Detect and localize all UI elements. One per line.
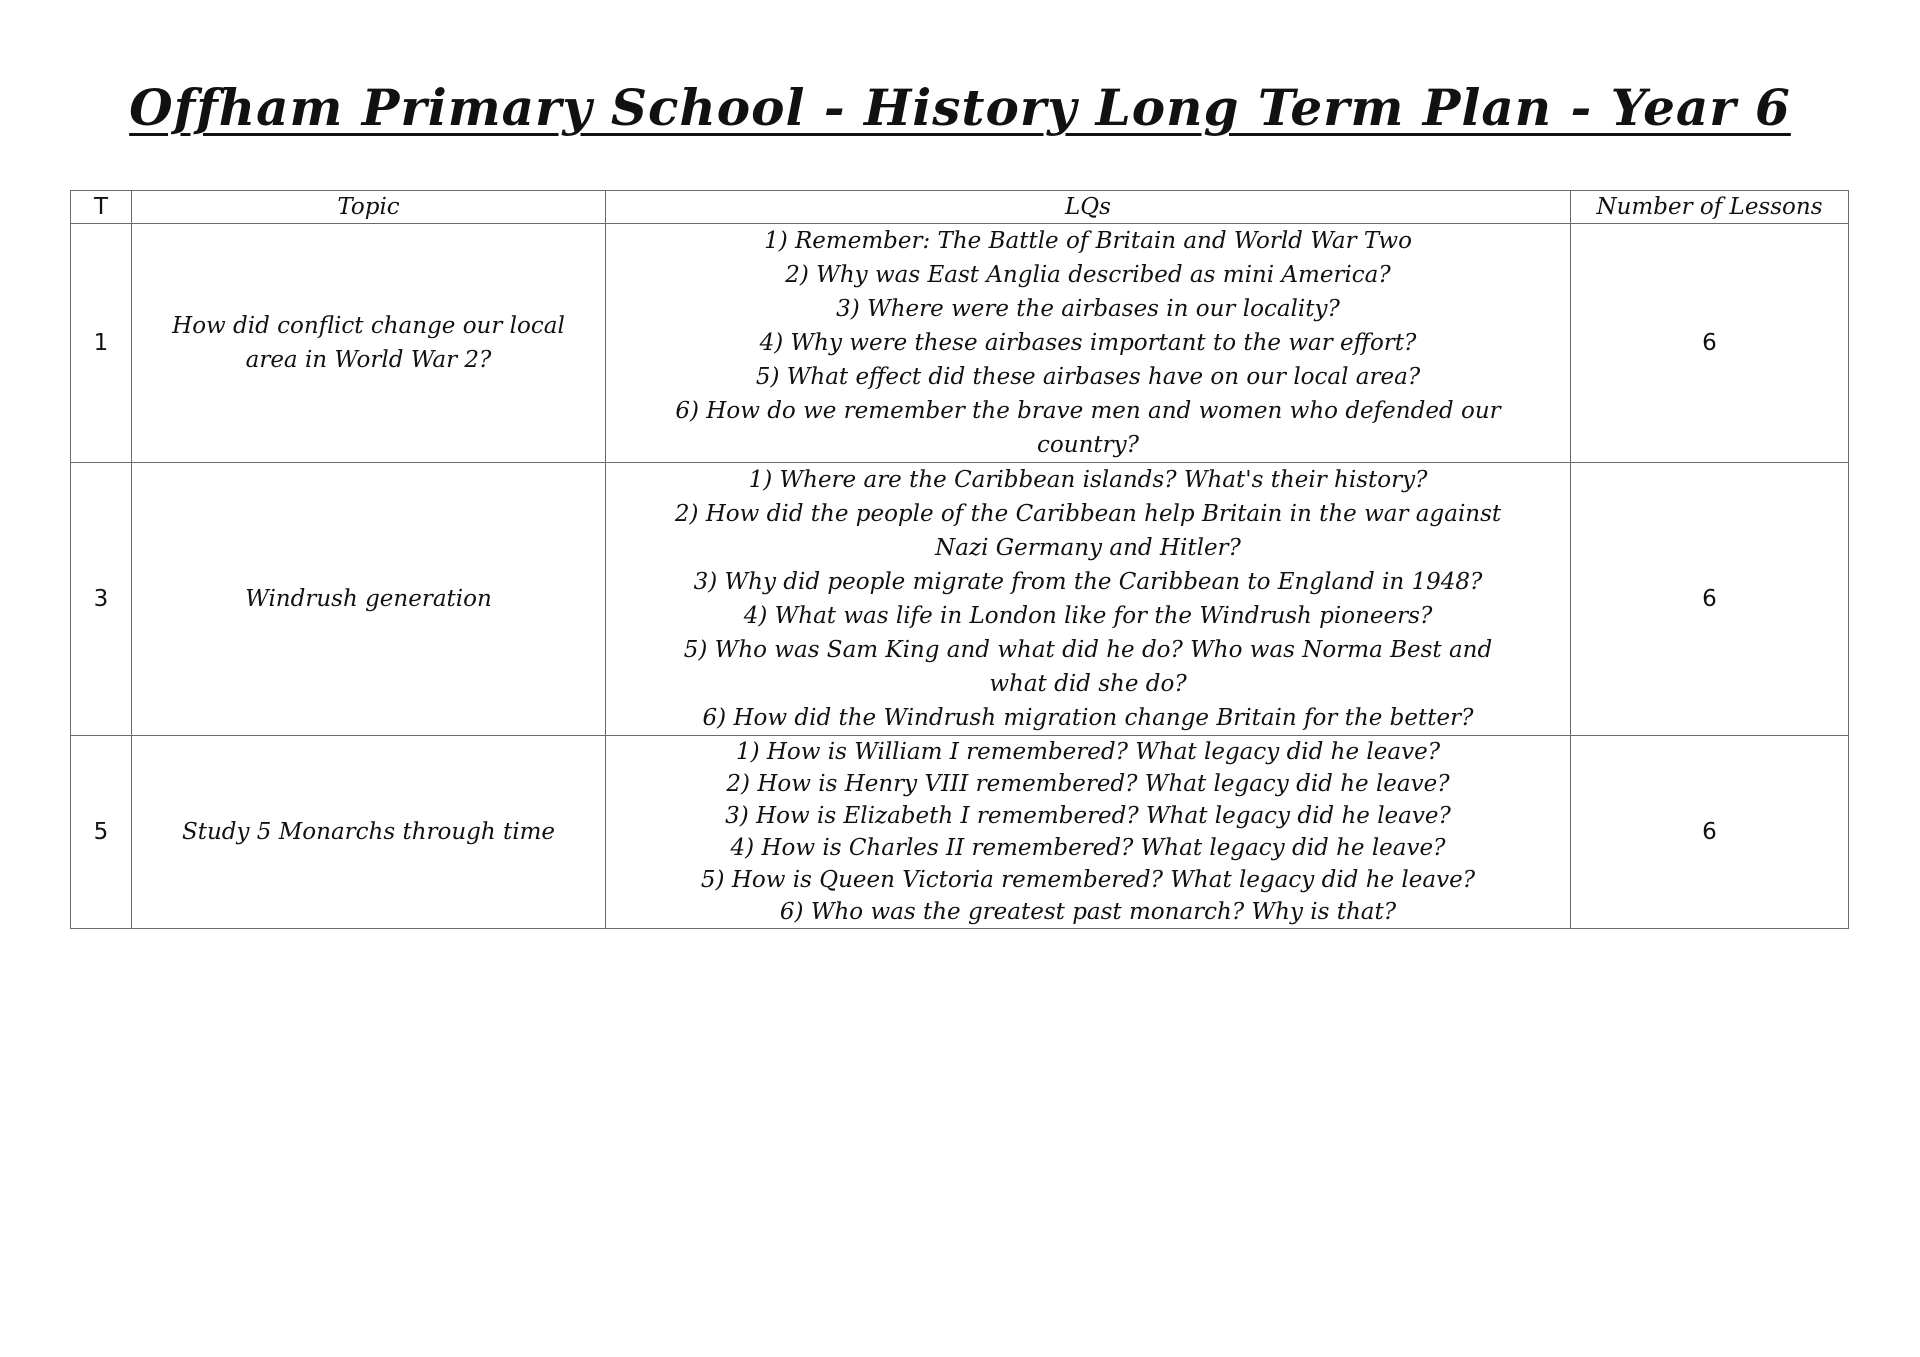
lqs-cell <box>606 224 1571 463</box>
lq-list <box>614 463 1562 735</box>
header-topic: Topic <box>132 191 606 224</box>
lq-item: 2) How is Henry VIII remembered? What legacy did he leave? <box>726 771 1450 797</box>
topic-cell: Study 5 Monarchs through time <box>132 736 606 929</box>
lq-item: 1) Where are the Caribbean islands? What's their history? <box>748 467 1428 493</box>
header-number-of-lessons: Number of Lessons <box>1571 191 1849 224</box>
lq-item: 6) Who was the greatest past monarch? Why is that? <box>779 899 1397 925</box>
lq-list <box>614 736 1562 928</box>
lqs-cell <box>606 463 1571 736</box>
lq-item: 3) Why did people migrate from the Caribbean to England in 1948? <box>693 569 1483 595</box>
page-title: Offham Primary School - History Long Term Plan - Year 6 <box>129 78 1791 137</box>
lq-item: 4) How is Charles II remembered? What legacy did he leave? <box>730 835 1446 861</box>
table-row <box>71 463 1849 736</box>
lq-item: 4) What was life in London like for the Windrush pioneers? <box>743 603 1433 629</box>
lq-item: 1) Remember: The Battle of Britain and World War Two <box>764 228 1412 254</box>
term-cell: 3 <box>71 463 132 736</box>
topic-cell: How did conflict change our local area in World War 2? <box>132 224 606 463</box>
table-row <box>71 736 1849 929</box>
long-term-plan-table <box>70 190 1849 929</box>
table-row <box>71 224 1849 463</box>
lq-item: 4) Why were these airbases important to the war effort? <box>759 330 1417 356</box>
lq-item: 5) Who was Sam King and what did he do? Who was Norma Best and what did she do? <box>683 637 1493 697</box>
header-term: T <box>71 191 132 224</box>
table-header-row <box>71 191 1849 224</box>
term-cell: 1 <box>71 224 132 463</box>
term-cell: 5 <box>71 736 132 929</box>
lq-list <box>614 224 1562 462</box>
lq-item: 3) How is Elizabeth I remembered? What legacy did he leave? <box>725 803 1451 829</box>
lqs-cell <box>606 736 1571 929</box>
lq-item: 3) Where were the airbases in our locality? <box>836 296 1340 322</box>
lq-item: 6) How did the Windrush migration change Britain for the better? <box>702 705 1474 731</box>
lessons-count-cell: 6 <box>1571 463 1849 736</box>
lq-item: 5) How is Queen Victoria remembered? What legacy did he leave? <box>700 867 1476 893</box>
header-lqs: LQs <box>606 191 1571 224</box>
topic-cell: Windrush generation <box>132 463 606 736</box>
lessons-count-cell: 6 <box>1571 224 1849 463</box>
lq-item: 5) What effect did these airbases have on our local area? <box>755 364 1421 390</box>
lq-item: 6) How do we remember the brave men and women who defended our country? <box>675 398 1501 458</box>
lessons-count-cell: 6 <box>1571 736 1849 929</box>
lq-item: 2) Why was East Anglia described as mini America? <box>785 262 1391 288</box>
lq-item: 2) How did the people of the Caribbean help Britain in the war against Nazi Germany and Hitler? <box>674 501 1502 561</box>
lq-item: 1) How is William I remembered? What legacy did he leave? <box>735 739 1441 765</box>
